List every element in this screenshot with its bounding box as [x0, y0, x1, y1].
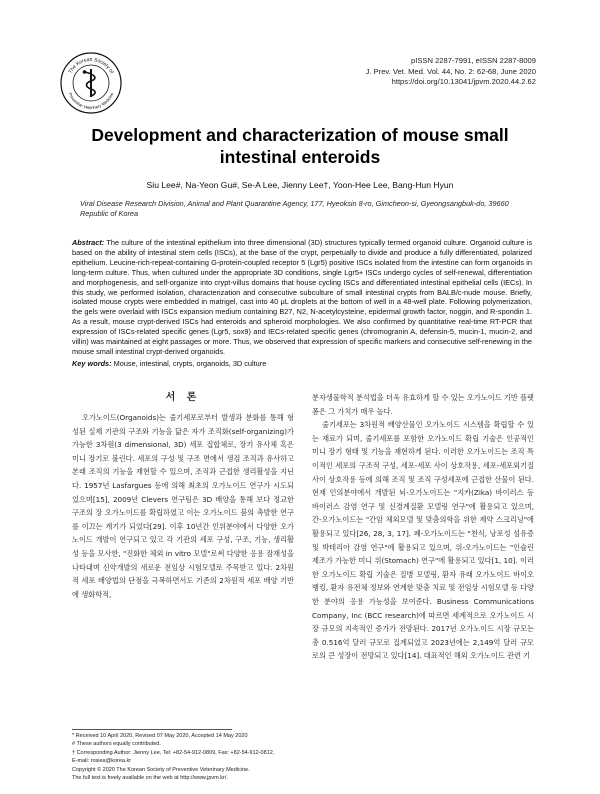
- footnote-divider: [72, 729, 232, 730]
- body-paragraph: 분자생물학적 분석법을 더욱 유효하게 할 수 있는 오가노이드 기반 플랫폼은 그 가치가 매우 높다.: [312, 393, 534, 416]
- footnote-fulltext[interactable]: The full text is freely available on the web at http://www.jpvm.kr/.: [72, 775, 228, 782]
- issn: pISSN 2287-7991, eISSN 2287-8009: [411, 56, 536, 65]
- keywords-label: Key words:: [72, 358, 112, 368]
- footnote-email[interactable]: E-mail: rosiea@korea.kr: [72, 758, 132, 765]
- affiliation: Viral Disease Research Division, Animal and Plant Quarantine Agency, 177, Hyeoksin 8-ro, Gimcheon-si, Gyeongsangbuk-do, 39660 Republic of Korea: [80, 199, 509, 218]
- footnote-corresponding: † Corresponding Author: Jienny Lee, Tel: +82-54-912-0809, Fax: +82-54-912-0812,: [72, 749, 275, 756]
- footnotes: [72, 732, 294, 782]
- body-paragraph: 오가노이드(Organoids)는 줄기세포로부터 발생과 분화를 통해 형성된 실제 기관의 구조와 기능을 닮은 자가 조직화(self-organizing)가 가능한 3차원(3 dimensional, 3D) 세포 집합체로, 장기 유사체 혹은 미니 장기로 불린다. 세포의 구성 및 구조 면에서 생검 조직과 유사하고 본래 조직의 기능을 재현할 수 있으며, 조직과 근접한 생리활성을 지닌다. 1957년 Lasfargues 등에 의해 최초의 오가노이드 연구가 시도되었으며[15], 2009년 Clevers 연구팀은 3D 배양을 통해 보다 정교한 구조의 장 오가노이드를 확립하였고 이는 오가노이드 붐의 촉발한 연구를 이끄는 계기가 되었다[29]. 이후 10년간 인위분야에서 다양한 오가노이드 개발이 연구되고 있고 각 기관의 세포 구성, 구조, 기능, 생리활성 등을 모사한, "진화한 체외 in vitro 모델"로써 다양한 응용 잠재성을 나타내며 신약개발의 새로운 전임상 시험모델로 주목받고 있다. 2차원적 세포 배양법의 단점을 극복하면서도 기존의 2차원적 세포 배양 기반에 생화학적,: [72, 413, 294, 599]
- abstract: [72, 238, 532, 369]
- citation: J. Prev. Vet. Med. Vol. 44, No. 2: 62-68, June 2020: [365, 66, 536, 76]
- society-seal-logo: [60, 52, 122, 114]
- keywords-text: Mouse, intestinal, crypts, organoids, 3D culture: [113, 358, 267, 368]
- body-right-column: [312, 391, 534, 782]
- section-heading-introduction: 서 론: [165, 392, 201, 403]
- body-left-column: [72, 391, 294, 724]
- abstract-label: Abstract:: [72, 238, 105, 247]
- paper-title: Development and characterization of mouse small intestinal enteroids: [91, 125, 509, 167]
- author-list: Siu Lee#, Na-Yeon Gu#, Se-A Lee, Jienny Lee†, Yoon-Hee Lee, Bang-Hun Hyun: [146, 180, 454, 190]
- footnote-equal-contribution: # These authors equally contributed.: [72, 741, 161, 748]
- doi-link[interactable]: https://doi.org/10.13041/jpvm.2020.44.2.62: [391, 77, 536, 87]
- abstract-text: The culture of the intestinal epithelium into three dimensional (3D) structures typically termed organoid culture. Organoid culture is based on the ability of intestinal stem cells (ISCs), at the base of the crypt, perpetually to divide and produce a fully differentiated, polarized epithelium. Leucine-rich-repeat-containing G-protein-coupled receptor 5 (Lgr5) positive ISCs isolated from the intestine can form organoids in long-term culture. Thus, when cultured under the appropriate 3D conditions, single Lgr5+ ISCs undergo cycles of self-renewal, differentiation and morphogenesis, and self-organize into crypt-villus domains that house cycling ISCs and differentiated intestinal epithelial cells (IECs). In this study, we performed isolation, characterization and consecutive subculture of small intestinal crypts from BALB/c-nude mouse. Briefly, isolated mouse crypts were embedded in matrigel, cast into 40 μL droplets at the bottom of well in a 48-well plate. Following polymerization, the gels were overlaid with ISCs expansion medium containing B27, N2, N-acetylcysteine, epidermal growth factor, noggin, and R-spondin 1. As a result, mouse crypt-derived ISCs had enteroids and spheroid morphologies. We also confirmed by quantitative real-time RT-PCR that expression of ISCs-related specific genes (Lgr5, sox9) and IECs-related specific genes (chromogranin A, defensin-5, mucin-1, mucin-2, and villin) was maintained at eight passages or more. Thus, we observed that expression of specific markers and consecutive self-renewing in the mouse small intestinal crypt-derived organoids.: [72, 238, 532, 356]
- svg-text:Preventive Veterinary Medicine: Preventive Veterinary Medicine: [67, 91, 115, 111]
- keywords: [72, 359, 532, 369]
- footnote-copyright: Copyright © 2020 The Korean Society of Preventive Veterinary Medicine.: [72, 766, 250, 773]
- footnote-received: * Received 10 April 2020, Revised 07 May 2020, Accepted 14 May 2020: [72, 733, 248, 739]
- body-paragraph: 줄기세포는 3차원적 배양산물인 오가노이드 시스템을 확립할 수 있는 재료가 되며, 줄기세포를 포함한 오가노이드 확립 기술은 인공적인 미니 장기 형태 및 기능을 재현하게 된다. 이러한 오가노이드는 조직 특이적인 세포의 구조적 구성, 세포-세포 사이 상호작용, 세포-세포외기질 사이 상호작용 등에 의해 조직 및 조직 구성세포에 근접한 산물이 된다. 현재 인의분야에서 개발된 뇌-오가노이드는 "지카(Zika) 바이러스 등 바이러스 감염 연구 및 신경계질환 모델링 연구"에 활용되고 있으며, 간-오가노이드는 "간암 체외모델 및 맞춤의학을 위한 제약 스크리닝"에 활용되고 있다[26, 28, 3, 17]. 폐-오가노이드는 "천식, 낭포성 섬유증 및 박테리아 감염 연구"에 활용되고 있으며, 위-오가노이드는 "인슐린 제조가 가능한 미니 위(Stomach) 연구"에 활용되고 있다[1, 10]. 이러한 오가노이드 확립 기술은 질병 모델링, 환자 유래 오가노이드 바이오 뱅킹, 환자 유전체 정보와 연계한 맞춤 치료 및 전임상 시험모델 등 다양한 분야의 응용 가능성을 보여준다. Business Communications Company, Inc (BCC research)에 따르면 세계적으로 오가노이드 시장 규모의 지속적인 증가가 전망된다. 2017년 오가노이드 시장 규모는 총 0.516억 달러 규모로 집계되었고 2023년에는 2,149억 달러 규모로의 큰 성장이 전망되고 있다[14]. 대표적인 해외 오가노이드 관련 기: [312, 420, 534, 661]
- journal-citation-block: [366, 56, 536, 88]
- svg-text:The Korean Society of: The Korean Society of: [67, 57, 115, 75]
